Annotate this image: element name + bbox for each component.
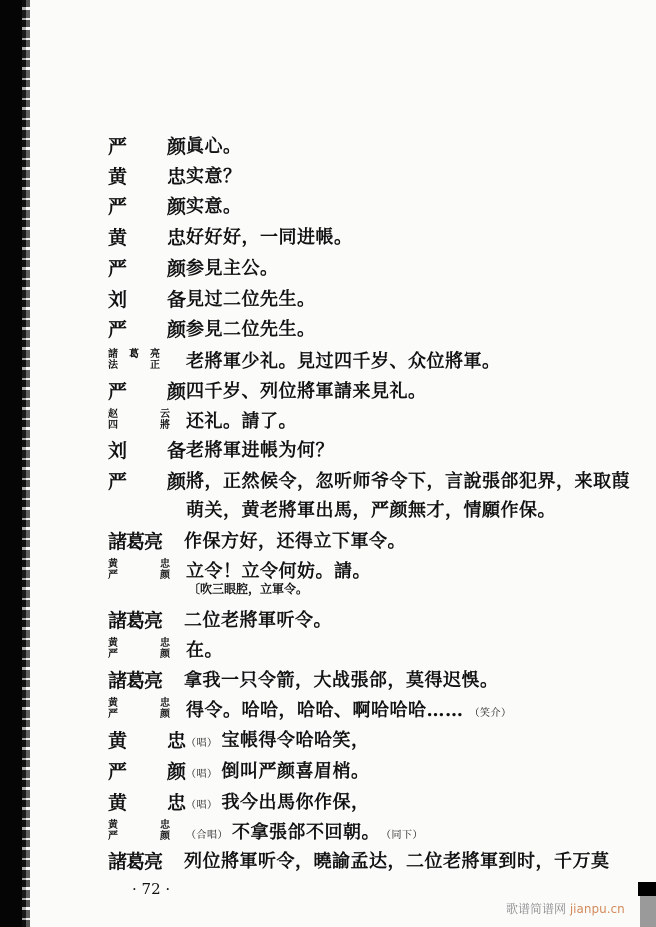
- dialogue-text: [186, 696, 512, 722]
- speaker-char: 颜: [166, 470, 186, 493]
- speaker-name: [108, 223, 186, 250]
- speaker-char: 严: [108, 135, 128, 158]
- speaker-char: 忠: [160, 820, 170, 831]
- speaker-char: 严: [108, 380, 128, 403]
- speaker-char: 法: [108, 360, 118, 371]
- speaker-char: 忠: [166, 226, 186, 249]
- speaker-name-group: [108, 349, 186, 371]
- watermark-latin: jianpu.cn: [569, 902, 625, 916]
- dialogue-line: [108, 375, 427, 405]
- speaker-char: 諸: [108, 349, 118, 360]
- speaker-name-group: [108, 698, 186, 720]
- speaker-char: 严: [108, 318, 128, 341]
- speaker-char: 备: [166, 288, 186, 311]
- sing-tag: （唱）: [186, 800, 218, 811]
- dialogue-line: [108, 465, 630, 495]
- dialogue-text: 好好好，一同进帳。: [186, 227, 353, 248]
- speaker-char: 严: [108, 760, 128, 783]
- speaker-name-group: [108, 559, 186, 581]
- dialogue-text: 老將軍少礼。見过四千岁、众位將軍。: [186, 351, 501, 372]
- dialogue-text: 四千岁、列位將軍請来見礼。: [186, 381, 427, 402]
- speaker-char: 颜: [166, 760, 186, 783]
- speaker-char: 忠: [166, 791, 186, 814]
- speaker-char: 严: [108, 195, 128, 218]
- speaker-char: 忠: [166, 729, 186, 752]
- speaker-char: 严: [108, 470, 128, 493]
- dialogue-line: [108, 724, 370, 754]
- speaker-char: 刘: [108, 288, 128, 311]
- speaker-char: 严: [108, 570, 118, 581]
- dialogue-text: 眞心。: [186, 136, 242, 157]
- speaker-char: 黄: [108, 165, 128, 188]
- dialogue-main: 宝帳得令哈哈笑，: [221, 730, 370, 751]
- speaker-name: [108, 192, 186, 219]
- stage-direction: 〔吹三眼腔，立軍令。: [188, 582, 309, 596]
- dialogue-text: 拿我一只令箭，大战張郃，莫得迟悞。: [184, 670, 499, 691]
- dialogue-line: [108, 160, 242, 190]
- dialogue-main: 不拿張郃不回朝。: [232, 822, 380, 843]
- sing-tag: （唱）: [186, 769, 218, 780]
- speaker-name: [108, 285, 186, 312]
- speaker-char: 忠: [160, 559, 170, 570]
- dialogue-line: [108, 221, 353, 251]
- dialogue-text: [186, 788, 370, 814]
- speaker-char: 严: [108, 649, 118, 660]
- sing-tag: （合唱）: [186, 830, 228, 841]
- speaker-name-group: [108, 638, 186, 660]
- speaker-char: 正: [150, 360, 160, 371]
- speaker-name: [108, 132, 186, 159]
- speaker-char: 四: [108, 420, 118, 431]
- dialogue-line: [108, 190, 242, 220]
- dialogue-main: 倒叫严颜喜眉梢。: [221, 761, 370, 782]
- dialogue-text: 实意。: [186, 196, 242, 217]
- speaker-name: [108, 726, 186, 753]
- dialogue-text: 見过二位先生。: [186, 289, 316, 310]
- speaker-char: 亮: [150, 349, 160, 360]
- speaker-name: [108, 254, 186, 281]
- dialogue-line: [108, 434, 334, 464]
- dialogue-line: [108, 694, 512, 724]
- speaker-name: [108, 788, 186, 815]
- stage-note: （同下）: [386, 830, 423, 841]
- dialogue-line: [108, 283, 316, 313]
- speaker-char: 颜: [166, 195, 186, 218]
- dialogue-text: 將，正然候令，忽听师爷令下，言說張郃犯界，来取葭: [186, 471, 630, 492]
- speaker-char: 黄: [108, 638, 118, 649]
- speaker-char: 颜: [166, 318, 186, 341]
- dialogue-main: 得令。哈哈，哈哈、啊哈哈哈……: [186, 700, 464, 721]
- speaker-name: 諸葛亮: [108, 669, 163, 692]
- speaker-char: 黄: [108, 559, 118, 570]
- speaker-name: 諸葛亮: [108, 609, 163, 632]
- speaker-name-group: [108, 409, 186, 431]
- speaker-name: [108, 315, 186, 342]
- stage-note: （笑介）: [469, 708, 512, 719]
- speaker-char: 严: [108, 709, 118, 720]
- speaker-char: 颜: [160, 570, 170, 581]
- speaker-char: 赵: [108, 409, 118, 420]
- speaker-char: 葛: [129, 349, 139, 360]
- speaker-char: 颜: [160, 831, 170, 842]
- speaker-char: 忠: [160, 638, 170, 649]
- dialogue-line: [108, 345, 501, 375]
- speaker-char: 颜: [166, 135, 186, 158]
- speaker-char: 颜: [166, 257, 186, 280]
- speaker-char: 颜: [166, 380, 186, 403]
- dialogue-text: 还礼。請了。: [186, 411, 297, 432]
- dialogue-text: 二位老將軍听令。: [184, 610, 332, 631]
- speaker-char: 忠: [166, 165, 186, 188]
- speaker-char: 刘: [108, 439, 128, 462]
- dialogue-line: [108, 313, 316, 343]
- dialogue-line: [108, 786, 370, 816]
- speaker-name-group: [108, 820, 186, 842]
- dialogue-line: [108, 252, 279, 282]
- dialogue-main: 我今出馬你作保，: [221, 792, 370, 813]
- speaker-char: 將: [160, 420, 170, 431]
- dialogue-text: [186, 818, 423, 844]
- speaker-char: 颜: [160, 709, 170, 720]
- speaker-name: [108, 757, 186, 784]
- speaker-char: 黄: [108, 729, 128, 752]
- watermark: [506, 900, 625, 917]
- speaker-char: 黄: [108, 698, 118, 709]
- speaker-name: [108, 436, 186, 463]
- speaker-char: 备: [166, 439, 186, 462]
- speaker-char: 黄: [108, 820, 118, 831]
- speaker-char: 黄: [108, 791, 128, 814]
- speaker-char: 颜: [160, 649, 170, 660]
- dialogue-line: [108, 664, 499, 694]
- speaker-name: 諸葛亮: [108, 530, 163, 553]
- speaker-name: [108, 377, 186, 404]
- dialogue-text: 实意？: [186, 166, 242, 187]
- speaker-char: 忠: [160, 698, 170, 709]
- dialogue-text: 参見主公。: [186, 258, 279, 279]
- dialogue-line: [108, 845, 610, 875]
- speaker-char: 严: [108, 257, 128, 280]
- sing-tag: （唱）: [186, 738, 218, 749]
- dialogue-text: 在。: [186, 640, 223, 661]
- dialogue-text: 参見二位先生。: [186, 319, 316, 340]
- dialogue-line: [108, 634, 223, 664]
- dialogue-line: [108, 405, 297, 435]
- speaker-name: 諸葛亮: [108, 850, 163, 873]
- speaker-char: 严: [108, 831, 118, 842]
- dialogue-text: 萌关，黄老將軍出馬，严颜無才，情願作保。: [186, 500, 556, 521]
- dialogue-line: [108, 816, 423, 846]
- dialogue-text: [186, 757, 370, 783]
- dialogue-line: [108, 755, 370, 785]
- dialogue-line: [108, 525, 406, 555]
- dialogue-continuation: [108, 494, 556, 524]
- dialogue-text: 作保方好，还得立下軍令。: [184, 531, 406, 552]
- page-number: · 72 ·: [132, 880, 171, 898]
- speaker-char: 黄: [108, 226, 128, 249]
- dialogue-text: 列位將軍听令，曉諭孟达，二位老將軍到时，千万莫: [184, 851, 610, 872]
- dialogue-line: [108, 604, 332, 634]
- speaker-name: [108, 162, 186, 189]
- dialogue-line: [108, 130, 242, 160]
- dialogue-text: 老將軍进帳为何？: [186, 440, 334, 461]
- watermark-cn: 歌谱简谱网: [506, 902, 567, 916]
- speaker-char: 云: [160, 409, 170, 420]
- dialogue-text: 立令！立令何妨。請。: [186, 561, 371, 582]
- dialogue-text: [186, 726, 370, 752]
- speaker-name: [108, 467, 186, 494]
